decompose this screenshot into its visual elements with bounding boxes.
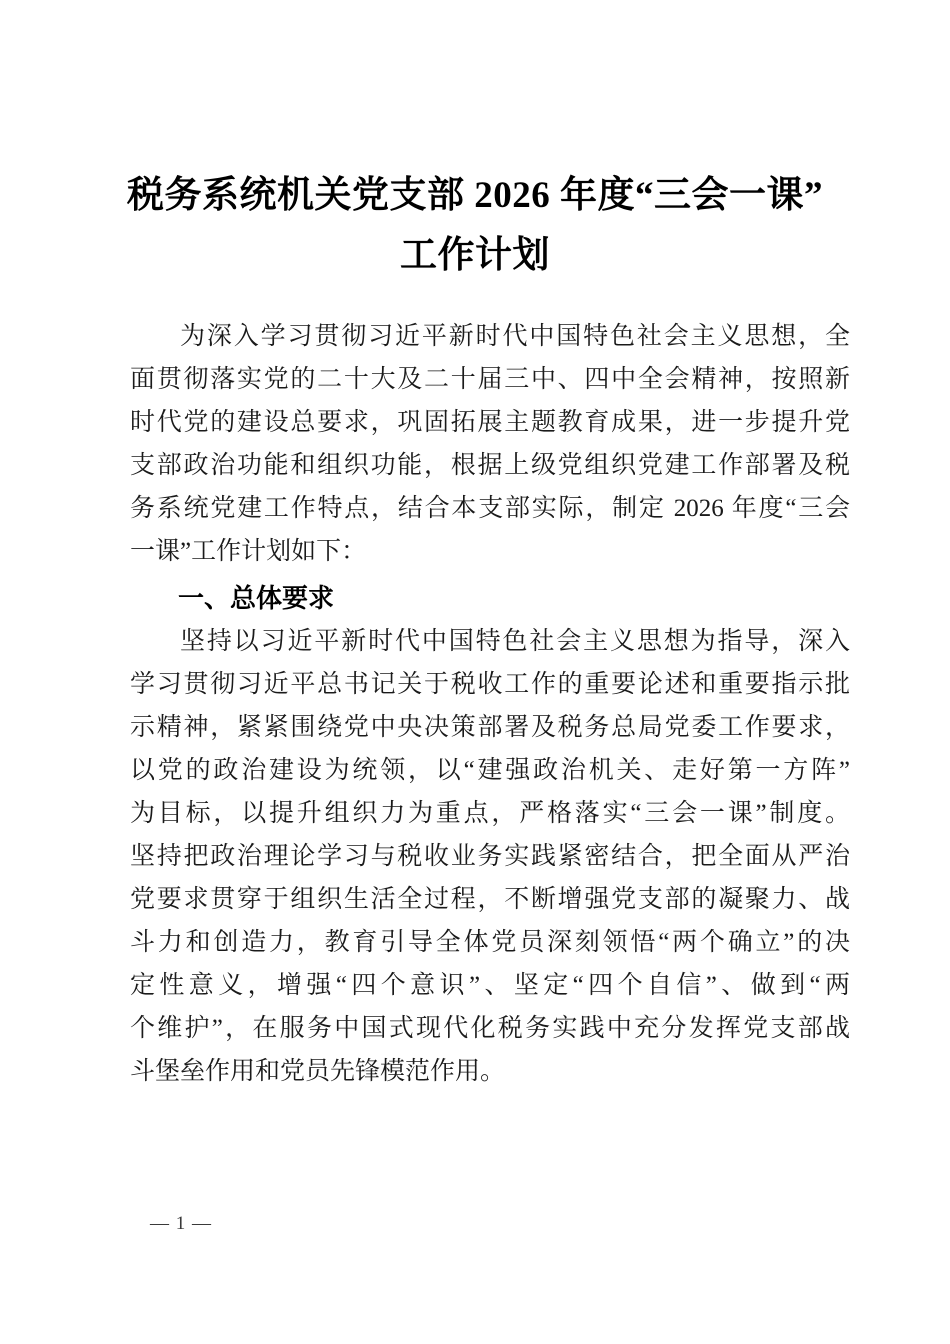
paragraph-line: 示精神，紧紧围绕党中央决策部署及税务总局党委工作要求， (130, 714, 850, 741)
document-title-line-2: 工作计划 (400, 235, 550, 276)
paragraph-line: 斗堡垒作用和党员先锋模范作用。 (130, 1058, 506, 1085)
document-title-line-1: 税务系统机关党支部 2026 年度“三会一课” (127, 175, 823, 216)
paragraph-line: 坚持以习近平新时代中国特色社会主义思想为指导，深入 (180, 628, 850, 655)
paragraph-line: 支部政治功能和组织功能，根据上级党组织党建工作部署及税 (130, 452, 850, 479)
paragraph-line: 定性意义，增强“四个意识”、坚定“四个自信”、做到“两 (130, 972, 850, 999)
paragraph-line: 为目标，以提升组织力为重点，严格落实“三会一课”制度。 (130, 800, 850, 827)
paragraph-line: 时代党的建设总要求，巩固拓展主题教育成果，进一步提升党 (130, 409, 850, 436)
document-body (130, 315, 850, 1093)
paragraph-line: 一课”工作计划如下： (130, 538, 367, 565)
paragraph-line: 务系统党建工作特点，结合本支部实际，制定 2026 年度“三会 (130, 495, 850, 522)
paragraph-line: 个维护”，在服务中国式现代化税务实践中充分发挥党支部战 (130, 1015, 850, 1042)
paragraph-line: 以党的政治建设为统领，以“建强政治机关、走好第一方阵” (130, 757, 850, 784)
paragraph-line: 为深入学习贯彻习近平新时代中国特色社会主义思想，全 (180, 323, 850, 350)
section-heading: 一、总体要求 (178, 583, 335, 613)
paragraph-line: 坚持把政治理论学习与税收业务实践紧密结合，把全面从严治 (130, 843, 850, 870)
paragraph-line: 面贯彻落实党的二十大及二十届三中、四中全会精神，按照新 (130, 366, 850, 393)
page-number: — 1 — (150, 1213, 212, 1234)
paragraph-line: 党要求贯穿于组织生活全过程，不断增强党支部的凝聚力、战 (130, 886, 850, 913)
document-title (0, 166, 950, 286)
paragraph-line: 学习贯彻习近平总书记关于税收工作的重要论述和重要指示批 (130, 671, 850, 698)
paragraph-line: 斗力和创造力，教育引导全体党员深刻领悟“两个确立”的决 (130, 929, 850, 956)
